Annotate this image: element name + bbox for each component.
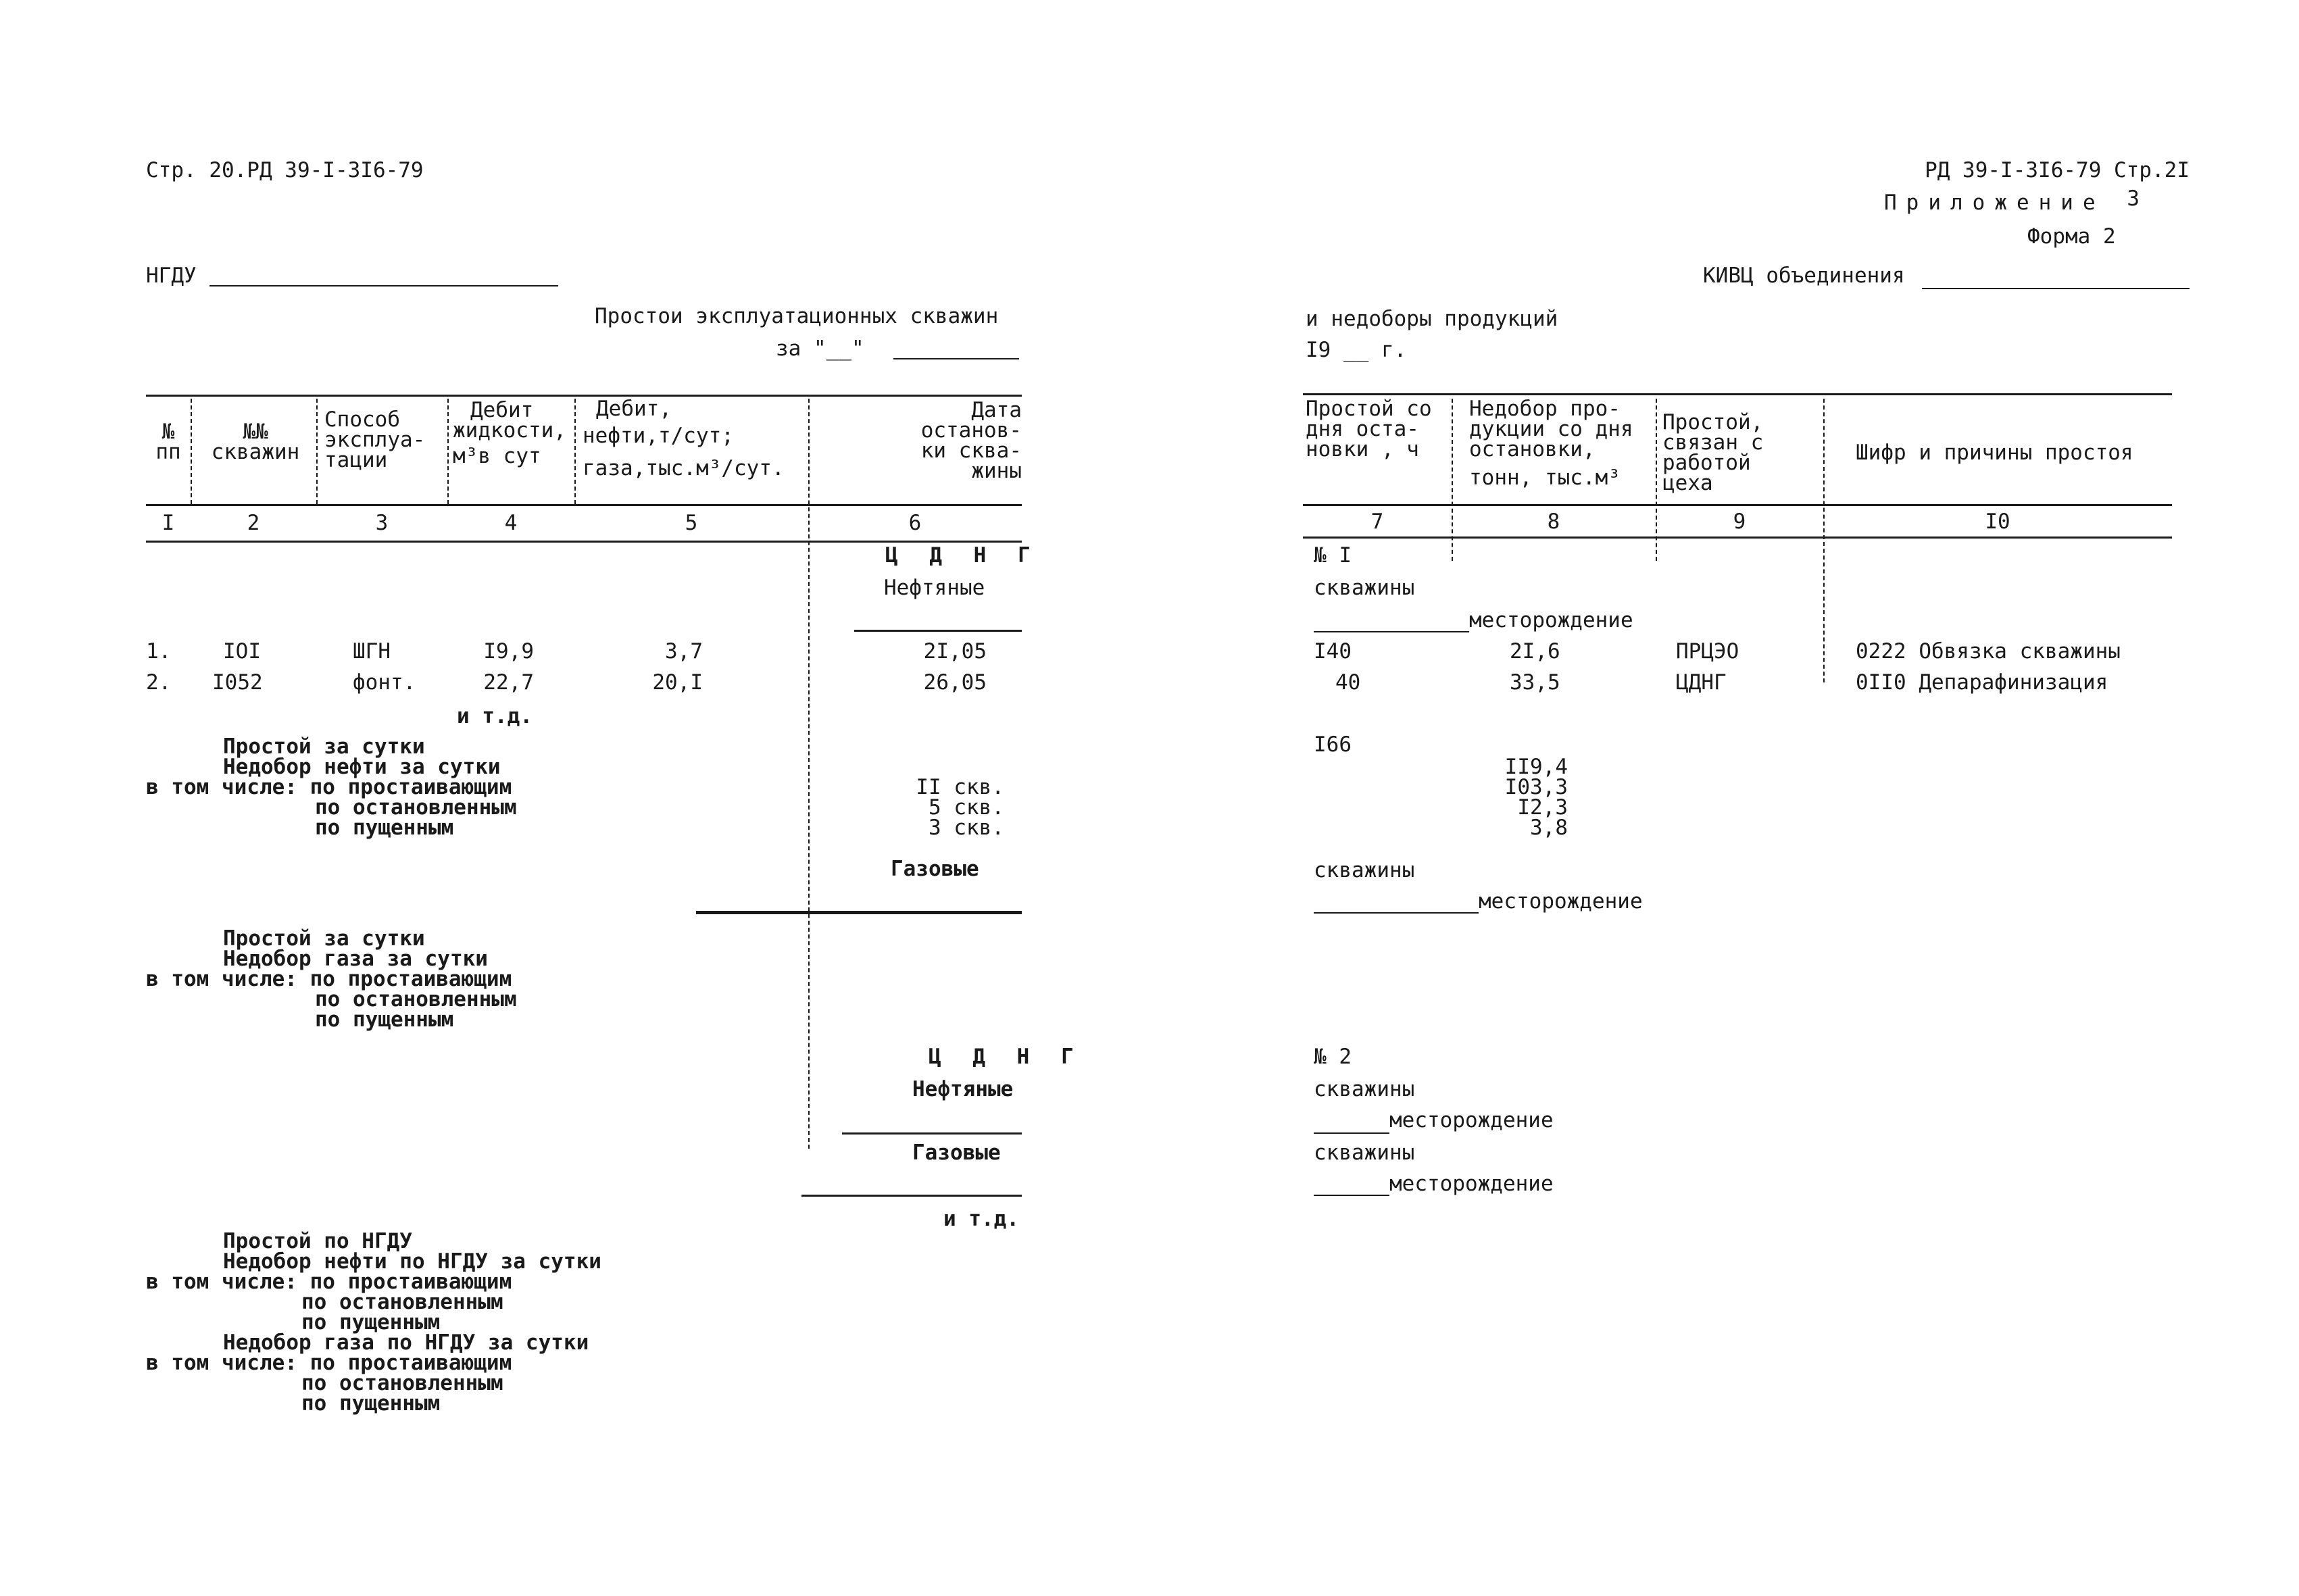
col-number: 4 [504,511,518,535]
title-continuation: и недоборы продукций [1306,307,1558,331]
col-number: 8 [1547,509,1560,534]
summary-line: по остановленным [301,1371,503,1395]
col-header-line: цеха [1662,471,1713,495]
col-number: I [162,511,175,535]
well-number: IOI [223,639,261,664]
field-label: месторождение [1389,1172,1554,1196]
appendix-text: Приложение [1884,191,2105,215]
field-label: месторождение [1469,608,1633,632]
col-number: 7 [1370,509,1384,534]
etc-note: и т.д. [943,1207,1019,1231]
col-header-line: Недобор про- [1469,397,1621,421]
col-header-line: дня оста- [1306,417,1419,441]
col-header-line: связан с [1662,430,1764,455]
col-header-line: №№ [243,420,268,444]
col-header-7 [1306,397,1432,462]
stop-date: 26,05 [923,670,987,695]
ngdu-blank [209,285,558,286]
col-divider [1452,399,1453,561]
etc-note: и т.д. [457,704,533,728]
summary-line: в том числе: по простаивающим [146,967,512,991]
summary-line: по пущенным [301,1391,441,1416]
appendix-label [1884,186,2140,215]
year-label: I9 __ г. [1306,338,1407,362]
summary-line: по пущенным [301,1310,441,1335]
table-top-rule [1303,393,2172,395]
cdng-number: № I [1314,543,1352,568]
col-header-line: новки , ч [1306,437,1419,462]
col-divider [447,399,449,504]
col-header-8 [1469,399,1633,488]
col-divider [1656,399,1657,561]
col-number: 3 [375,511,389,535]
col-header-line: нефти,т/сут; [583,424,734,448]
summary-line: Простой за сутки [223,734,425,759]
total-value: 3,8 [1530,816,1568,840]
col-header-9 [1662,412,1763,493]
wells-label: скважины [1314,576,1415,600]
col-divider [1823,399,1825,682]
section-rule [842,1132,1022,1134]
total-value: I03,3 [1504,775,1568,799]
summary-line: по остановленным [315,987,517,1012]
well-count: 5 скв. [929,795,1004,820]
ngdu-summary [146,1231,601,1414]
date-label: за "__" [776,336,864,361]
summary-line: Простой за сутки [223,926,425,951]
col-header-line: Способ [324,407,400,432]
oil-wells-heading: Нефтяные [884,576,985,600]
form-label: Форма 2 [2027,224,2116,249]
totals [1453,757,1568,838]
page-title: Простои эксплуатационных скважин [595,304,999,328]
table-num-rule [146,541,1022,543]
section-rule [854,630,1022,632]
summary-line: по остановленным [301,1290,503,1314]
gas-summary [146,928,517,1030]
oil-wells-heading: Нефтяные [912,1077,1014,1101]
cdng-number: № 2 [1314,1045,1352,1069]
field-blank [1314,1195,1389,1196]
col-number: 5 [685,511,698,535]
cdng-heading: Ц Д Н Г [885,543,1040,568]
col-header-line: ки сква- [920,439,1022,463]
col-header-line: эксплуа- [324,428,426,452]
col-header-line: работой [1662,451,1751,475]
field-label: месторождение [1479,889,1643,914]
summary-line: в том числе: по простаивающим [146,775,512,799]
col-header-line: Дата [971,398,1022,422]
col-header-5 [583,399,785,478]
col-header-line: газа,тыс.м³/сут. [583,456,785,480]
col-header-line: Простой со [1306,397,1432,421]
appendix-number: 3 [2127,186,2140,211]
summary-line: Недобор нефти за сутки [223,755,501,779]
col-header-line: остановки, [1469,437,1596,462]
total-value: II9,4 [1504,755,1568,779]
summary-line: Недобор газа за сутки [223,947,488,971]
summary-line: Недобор нефти по НГДУ за сутки [223,1249,601,1274]
kivc-label: КИВЦ объединения [1703,264,1905,288]
reason: 0222 Обвязка скважины [1856,639,2121,664]
reason: 0II0 Депарафинизация [1856,670,2108,695]
col-header-line: жины [971,459,1022,483]
col-divider [316,399,318,504]
col-header-10: Шифр и причины простоя [1856,441,2133,465]
col-header-4 [453,400,566,466]
col-header-line: тонн, тыс.м³ [1469,466,1621,490]
col-header-line: Простой, [1662,410,1764,434]
col-header-line: пп [155,440,181,464]
liquid-rate: I9,9 [483,639,534,664]
oil-summary [146,734,517,840]
method: ШГН [353,639,391,664]
field-blank [1314,1132,1389,1134]
field-blank [1314,631,1469,632]
col-header-line: тации [324,448,388,472]
well-count: 3 скв. [929,816,1004,840]
summary-line: Простой по НГДУ [223,1229,412,1253]
well-count: II скв. [916,775,1004,799]
col-header-line: м³в сут [453,444,541,468]
col-header-line: жидкости, [453,418,566,443]
shortfall: 33,5 [1510,670,1560,695]
col-divider [808,399,810,1149]
col-header-line: останов- [920,418,1022,443]
table-top-rule [146,395,1022,397]
table-header-rule [1303,504,2172,506]
col-header-line: Дебит [470,398,534,422]
summary-line: по остановленным [315,795,517,820]
col-header-line: дукции со дня [1469,417,1633,441]
downtime-hours: 40 [1335,670,1361,695]
stop-date: 2I,05 [923,639,987,664]
liquid-rate: 22,7 [483,670,534,695]
shop: ЦДНГ [1676,670,1727,695]
table-header-rule [146,504,1022,506]
section-rule [696,911,1022,914]
oil-rate: 3,7 [665,639,703,664]
cdng-heading: Ц Д Н Г [929,1045,1083,1069]
right-page-header: РД 39-I-3I6-79 Стр.2I [1925,158,2190,182]
summary-line: по пущенным [315,816,454,840]
ngdu-label: НГДУ [146,264,197,288]
total-value: I2,3 [1517,795,1568,820]
col-number: 9 [1733,509,1746,534]
oil-rate: 20,I [652,670,703,695]
downtime-hours: I40 [1314,639,1352,664]
col-divider [574,399,576,504]
summary-line: в том числе: по простаивающим [146,1270,512,1294]
col-divider [191,399,192,504]
wells-label: скважины [1314,1141,1415,1165]
gas-wells-heading: Газовые [912,1141,1001,1165]
field-blank [1314,912,1479,914]
col-header-line: скважин [211,440,300,464]
field-label: месторождение [1389,1108,1554,1132]
summary-line: по пущенным [315,1007,454,1032]
well-number: I052 [212,670,263,695]
kivc-blank [1922,288,2190,289]
row-number: 2. [146,670,172,695]
col-header-1 [146,422,191,462]
col-number: 2 [247,511,260,535]
date-blank [893,358,1019,359]
shop: ПРЦЭО [1676,639,1739,664]
method: фонт. [353,670,416,695]
col-header-2 [196,422,315,462]
wells-label: скважины [1314,1077,1415,1101]
col-number: 6 [908,511,922,535]
row-number: 1. [146,639,172,664]
wells-label: скважины [1314,858,1415,882]
section-rule [801,1195,1022,1197]
shortfall: 2I,6 [1510,639,1560,664]
col-header-3 [324,409,425,470]
table-num-rule [1303,537,2172,539]
well-counts [879,777,1004,838]
col-header-line: № [162,420,175,444]
summary-line: Недобор газа по НГДУ за сутки [223,1330,589,1355]
gas-wells-heading: Газовые [891,857,979,881]
left-page-header: Стр. 20.РД 39-I-3I6-79 [146,158,424,182]
total-hours: I66 [1314,732,1352,757]
col-header-6 [879,400,1022,481]
col-number: I0 [1985,509,2010,534]
summary-line: в том числе: по простаивающим [146,1351,512,1375]
col-header-line: Дебит, [596,397,672,421]
